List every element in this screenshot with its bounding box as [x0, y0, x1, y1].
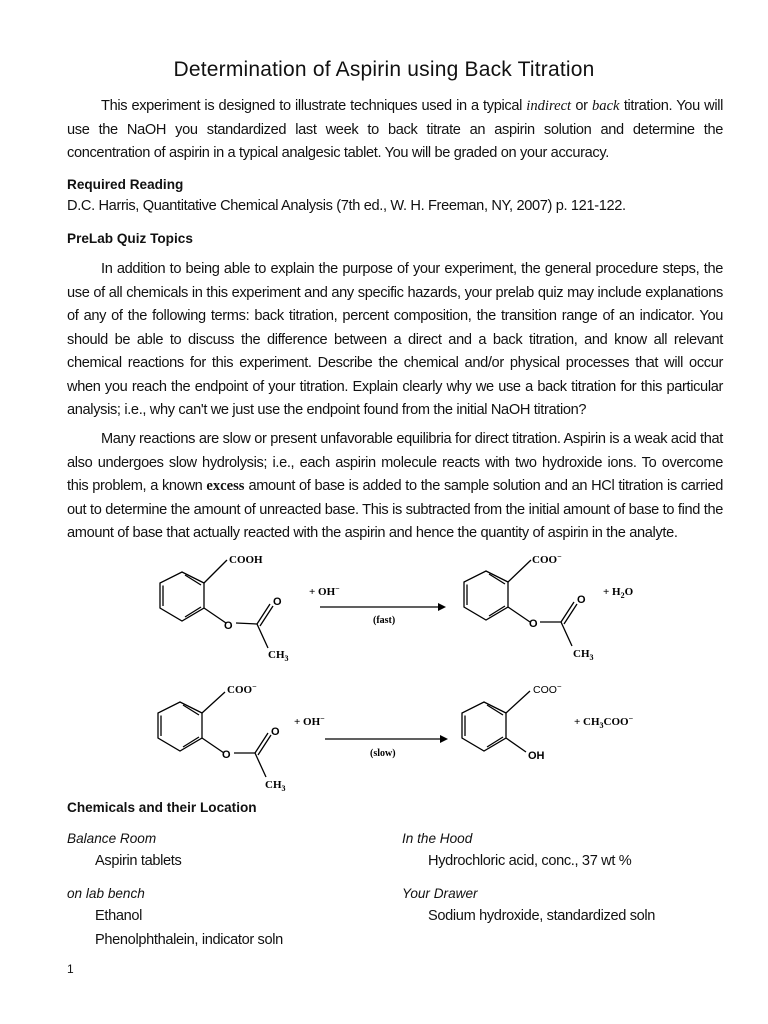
methyl-label-3: $CH_3$ [265, 779, 286, 793]
methyl-label-2: $CH_3$ [573, 648, 594, 662]
acetate-coproduct: + $CH_3COO^-$ [574, 714, 634, 730]
fast-condition-label: (fast) [373, 615, 396, 626]
page-title: Determination of Aspirin using Back Titration [173, 58, 595, 81]
reactions-text-2: amount of base is added to the sample solution and an HCl titration is carried out to determine the amount of unreacted base. This is subtracted from the initial amount of base to find the amount of base that actually reacted with the aspirin and hence the quantity of aspirin in the analyte. [67, 478, 724, 541]
prelab-heading: PreLab Quiz Topics [67, 231, 193, 246]
carboxylate-label-3: COO− [533, 682, 562, 696]
ester-oxygen-1: O [224, 620, 233, 632]
reactions-paragraph [67, 428, 723, 546]
ester-oxygen-3: O [222, 749, 231, 761]
chemicals-heading: Chemicals and their Location [67, 800, 257, 815]
water-coproduct: + $H_2O$ [603, 586, 634, 600]
chemical-sodium-hydroxide: Sodium hydroxide, standardized soln [428, 908, 656, 924]
chemical-aspirin-tablets: Aspirin tablets [95, 853, 182, 869]
hydroxide-reagent-1: + OH− [309, 584, 340, 598]
hydroxide-reagent-2: + OH− [294, 714, 325, 728]
aspirin-molecule [160, 560, 273, 648]
intro-emphasis-indirect: indirect [526, 98, 572, 114]
carboxylate-label-2: COO− [227, 682, 257, 696]
intro-text-3: titration. You will use the NaOH you standardized last week to back titrate an aspirin solution and determine the concentration of aspirin in a typical analgesic tablet. You will be graded on your accuracy. [67, 98, 723, 161]
acetylsalicylate-ion [464, 560, 577, 646]
phenol-oh-label: OH [528, 750, 545, 762]
excess-emphasis: excess [206, 478, 245, 494]
intro-text-2: or [571, 98, 592, 114]
page-number: 1 [67, 962, 74, 976]
ester-oxygen-2: O [529, 618, 538, 630]
cooh-group-label: COOH [229, 554, 263, 566]
carbonyl-oxygen-2: O [577, 594, 586, 606]
intro-emphasis-back: back [591, 98, 620, 114]
location-balance-room: Balance Room [67, 831, 157, 846]
fast-arrow-head [438, 603, 446, 611]
carboxylate-label-1: COO− [532, 552, 562, 566]
reactions-text-1: Many reactions are slow or present unfavorable equilibria for direct titration. Aspirin is a weak acid that also undergoes slow hydrolysis; i.e., each aspirin molecule reacts with two hydroxide ions. To overcome this problem, a known [67, 431, 723, 494]
slow-condition-label: (slow) [370, 748, 396, 759]
location-lab-bench: on lab bench [67, 886, 145, 901]
reaction-scheme [0, 545, 768, 800]
salicylate-ion [462, 691, 530, 752]
carbonyl-oxygen-3: O [271, 726, 280, 738]
location-in-the-hood: In the Hood [402, 831, 473, 846]
prelab-paragraph: In addition to being able to explain the purpose of your experiment, the general procedure steps, the use of all chemicals in this experiment and any specific hazards, your prelab quiz may include explanations of any of the following terms: back titration, percent composition, the transition range of an indicator. You should be able to discuss the difference between a direct and a back titration, and know all relevant chemical reactions for this experiment. Describe the chemical and/or physical processes that will occur when you reach the endpoint of your titration. Explain clearly why we use a back titration for this particular analysis; i.e., why can't we just use the endpoint found from the initial NaOH titration? [67, 261, 723, 418]
methyl-label-1: $CH_3$ [268, 649, 289, 663]
intro-text-1: This experiment is designed to illustrate techniques used in a typical [101, 98, 527, 114]
carbonyl-oxygen-1: O [273, 596, 282, 608]
intro-paragraph [67, 95, 723, 166]
chemical-phenolphthalein: Phenolphthalein, indicator soln [95, 932, 283, 948]
chemical-ethanol: Ethanol [95, 908, 143, 924]
location-your-drawer: Your Drawer [402, 886, 478, 901]
required-reading-citation: D.C. Harris, Quantitative Chemical Analysis (7th ed., W. H. Freeman, NY, 2007) p. 121-122. [67, 198, 626, 214]
slow-arrow-head [440, 735, 448, 743]
required-reading-heading: Required Reading [67, 177, 184, 192]
chemical-hydrochloric-acid: Hydrochloric acid, conc., 37 wt % [428, 853, 632, 869]
acetylsalicylate-molecule [158, 692, 271, 777]
